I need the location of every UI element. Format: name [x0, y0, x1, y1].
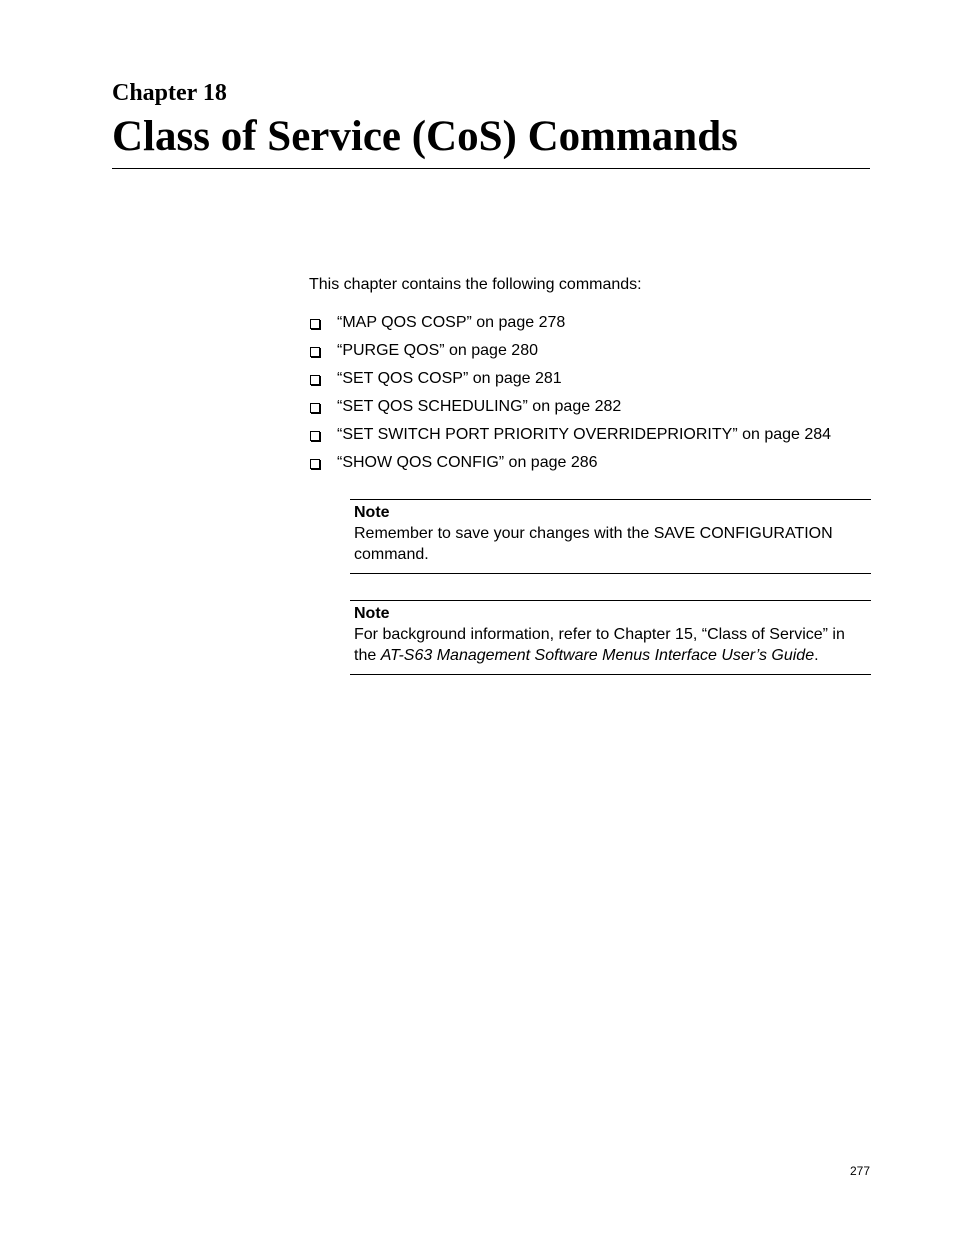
page-number: 277: [850, 1164, 871, 1178]
checkbox-icon: [310, 431, 320, 441]
note-body: Remember to save your changes with the SAVE CONFIGURATION command.: [354, 525, 833, 563]
command-link[interactable]: “SHOW QOS CONFIG” on page 286: [337, 454, 598, 471]
command-link[interactable]: “SET SWITCH PORT PRIORITY OVERRIDEPRIORITY” on page 284: [337, 426, 832, 443]
checkbox-icon: [310, 375, 320, 385]
checkbox-icon: [310, 403, 320, 413]
command-link[interactable]: “MAP QOS COSP” on page 278: [337, 314, 566, 331]
list-item[interactable]: [309, 423, 871, 451]
chapter-label: Chapter 18: [112, 80, 227, 106]
note-save-configuration: [350, 499, 871, 574]
list-item[interactable]: [309, 311, 871, 339]
list-item[interactable]: [309, 395, 871, 423]
title-rule: [112, 168, 870, 169]
checkbox-icon: [310, 459, 320, 469]
note-heading: Note: [354, 605, 390, 622]
list-item[interactable]: [309, 339, 871, 367]
chapter-content: [309, 273, 871, 664]
command-link[interactable]: “SET QOS COSP” on page 281: [337, 370, 562, 387]
note-heading: Note: [354, 504, 390, 521]
command-list: [309, 311, 871, 479]
guide-title: AT-S63 Management Software Menus Interface User’s Guide: [380, 647, 815, 664]
list-item[interactable]: [309, 367, 871, 395]
list-item[interactable]: [309, 451, 871, 479]
intro-text: This chapter contains the following commands:: [309, 276, 642, 293]
note-background-info: [350, 600, 871, 675]
note-body: [354, 624, 871, 666]
note-body-prefix: For background information, refer to Chapter 15, “Class of Service” in the: [354, 626, 845, 664]
note-body-suffix: .: [814, 647, 819, 664]
command-link[interactable]: “SET QOS SCHEDULING” on page 282: [337, 398, 622, 415]
checkbox-icon: [310, 347, 320, 357]
chapter-title: Class of Service (CoS) Commands: [112, 113, 738, 160]
checkbox-icon: [310, 319, 320, 329]
command-link[interactable]: “PURGE QOS” on page 280: [337, 342, 538, 359]
